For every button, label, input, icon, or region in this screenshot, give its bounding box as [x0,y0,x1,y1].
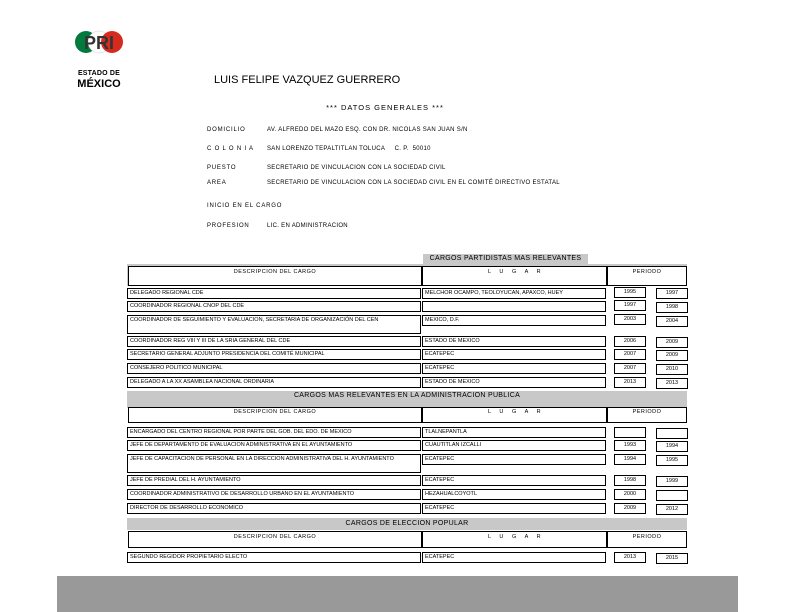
domicilio-label: DOMICILIO [207,127,246,133]
table-row-lugar: ECATEPEC [422,503,606,514]
table-row-lugar: ESTADO DE MEXICO [422,377,606,388]
eleccion-header-periodo: PERIODO [607,531,687,548]
table-row-hasta: 1994 [656,441,688,452]
table-row-desde: 2003 [614,314,646,325]
eleccion-title: CARGOS DE ELECCION POPULAR [127,518,687,530]
table-row-desde: 2007 [614,363,646,374]
partidistas-header-descripcion: DESCRIPCION DEL CARGO [128,266,422,286]
table-row-lugar: ECATEPEC [422,454,606,465]
eleccion-header-descripcion: DESCRIPCION DEL CARGO [128,531,422,548]
table-row-lugar [422,301,606,312]
table-row-cargo: SEGUNDO REGIDOR PROPIETARIO ELECTO [127,552,421,563]
table-row-hasta [656,428,688,439]
table-row-desde: 2013 [614,552,646,563]
area-label: AREA [207,180,227,186]
table-row-hasta: 2012 [656,504,688,515]
table-row-cargo: COORDINADOR REG VIII Y III DE LA SRIA GENERAL DEL CDE [127,336,421,347]
inicio-label: INICIO EN EL CARGO [207,203,283,209]
puesto-value: SECRETARIO DE VINCULACION CON LA SOCIEDAD CIVIL [267,165,446,171]
table-row-cargo: JEFE DE CAPACITACION DE PERSONAL EN LA DIRECCION ADMINISTRATIVA DEL H. AYUNTAMIENTO [127,454,421,473]
table-row-cargo: JEFE DE DEPARTAMENTO DE EVALUACION ADMINISTRATIVA EN EL AYUNTAMIENTO [127,440,421,451]
area-value: SECRETARIO DE VINCULACION CON LA SOCIEDAD CIVIL EN EL COMITÉ DIRECTIVO ESTATAL [267,180,560,186]
table-row-lugar: HEZAHUALCOYOTL [422,489,606,500]
administracion-header-lugar: L U G A R [422,407,607,423]
profesion-value: LIC. EN ADMINISTRACION [267,223,348,229]
table-row-lugar: MELCHOR OCAMPO, TEOLOYUCAN, APAXCO, HUEY [422,288,606,299]
logo-line1: ESTADO DE [77,70,121,77]
table-row-lugar: CUAUTITLAN IZCALLI [422,440,606,451]
table-row-cargo: ENCARGADO DEL CENTRO REGIONAL POR PARTE DEL GOB. DEL EDO. DE MEXICO [127,427,421,438]
pri-emblem-icon [74,22,124,62]
table-row-hasta: 1999 [656,476,688,487]
table-row-desde: 2007 [614,349,646,360]
table-row-desde: 1994 [614,454,646,465]
pri-logo [72,22,126,92]
table-row-cargo: DELEGADO REGIONAL CDE [127,288,421,299]
table-row-hasta: 1995 [656,455,688,466]
footer-bar [57,576,738,612]
logo-letters: PRI [83,33,115,53]
administracion-header-descripcion: DESCRIPCION DEL CARGO [128,407,422,423]
table-row-hasta: 2009 [656,350,688,361]
administracion-title: CARGOS MAS RELEVANTES EN LA ADMINISTRACION PUBLICA [127,391,687,408]
table-row-cargo: COORDINADOR REGIONAL CNOP DEL CDE [127,301,421,312]
administracion-header-periodo: PERIODO [607,407,687,423]
table-row-cargo: COORDINADOR DE SEGUIMIENTO Y EVALUACION, SECRETARIA DE ORGANIZACIÓN DEL CEN [127,315,421,334]
table-row-lugar: ESTADO DE MEXICO [422,336,606,347]
partidistas-header-lugar: L U G A R [422,266,607,286]
datos-generales-title: *** DATOS GENERALES *** [326,103,444,112]
table-row-lugar: ECATEPEC [422,552,606,563]
table-row-desde: 1997 [614,300,646,311]
table-row-hasta: 1998 [656,302,688,313]
table-row-cargo: DIRECTOR DE DESARROLLO ECONOMICO [127,503,421,514]
table-row-hasta: 1997 [656,288,688,299]
table-row-cargo: JEFE DE PREDIAL DEL H. AYUNTAMIENTO [127,475,421,486]
table-row-cargo: SECRETARIO GENERAL ADJUNTO PRESIDENCIA DEL COMITÉ MUNICIPAL [127,349,421,360]
table-row-cargo: COORDINADOR ADMINISTRATIVO DE DESARROLLO URBANO EN EL AYUNTAMIENTO [127,489,421,500]
table-row-lugar: ECATEPEC [422,349,606,360]
person-name: LUIS FELIPE VAZQUEZ GUERRERO [214,74,401,86]
table-row-hasta: 2004 [656,316,688,327]
table-row-hasta: 2013 [656,378,688,389]
table-row-desde [614,427,646,438]
table-row-lugar: TLALNEPANTLA [422,427,606,438]
puesto-label: PUESTO [207,165,237,171]
colonia-value: SAN LORENZO TEPALTITLAN TOLUCA C. P. 50010 [267,146,431,152]
table-row-cargo: DELEGADO A LA XX ASAMBLEA NACIONAL ORDINARIA [127,377,421,388]
logo-line2: MÉXICO [77,78,121,90]
partidistas-title: CARGOS PARTIDISTAS MAS RELEVANTES [423,254,588,264]
table-row-lugar: ECATEPEC [422,475,606,486]
domicilio-value: AV. ALFREDO DEL MAZO ESQ. CON DR. NICOLAS SAN JUAN S/N [267,127,468,133]
table-row-desde: 1993 [614,440,646,451]
table-row-hasta: 2009 [656,337,688,348]
table-row-hasta [656,490,688,501]
table-row-desde: 2006 [614,336,646,347]
eleccion-header-lugar: L U G A R [422,531,607,548]
table-row-hasta: 2010 [656,364,688,375]
colonia-label: C O L O N I A [207,146,254,152]
table-row-desde: 2013 [614,377,646,388]
table-row-cargo: CONSEJERO POLITICO MUNICIPAL [127,363,421,374]
partidistas-header-periodo: PERIODO [607,266,687,286]
table-row-desde: 1998 [614,475,646,486]
table-row-desde: 2000 [614,489,646,500]
table-row-lugar: MEXICO, D.F. [422,315,606,326]
table-row-lugar: ECATEPEC [422,363,606,374]
table-row-desde: 2009 [614,503,646,514]
table-row-desde: 1995 [614,287,646,298]
table-row-hasta: 2015 [656,553,688,564]
profesion-label: PROFESION [207,223,250,229]
